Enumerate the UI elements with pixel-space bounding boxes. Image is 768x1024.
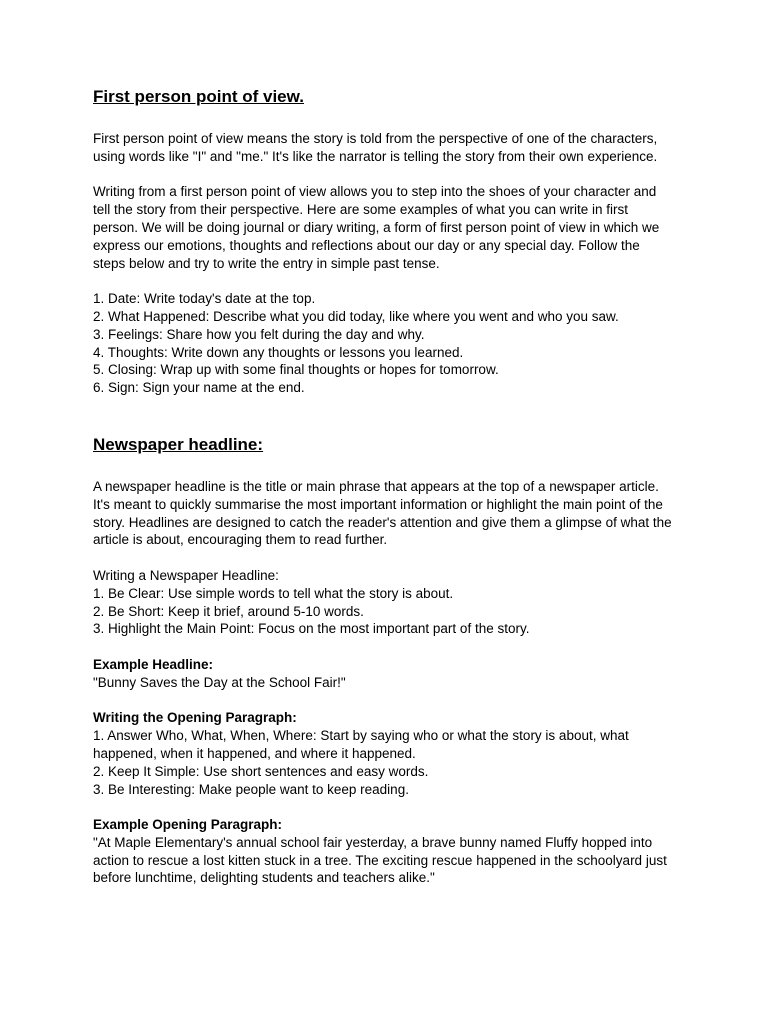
list-item: 4. Thoughts: Write down any thoughts or lessons you learned.: [93, 344, 464, 360]
opening-paragraph-label: Writing the Opening Paragraph:: [93, 710, 297, 726]
list-item: 3. Feelings: Share how you felt during the day and why.: [93, 326, 425, 342]
list-item: 1. Answer Who, What, When, Where: Start by saying who or what the story is about, what happened, when it happened, and where it happened.: [93, 728, 629, 761]
spacer: [93, 638, 673, 656]
spacer: [93, 272, 673, 290]
section-heading-first-person: First person point of view.: [93, 87, 304, 106]
journal-steps-list: [93, 290, 673, 397]
list-item: 3. Be Interesting: Make people want to keep reading.: [93, 781, 409, 797]
list-item: 2. Be Short: Keep it brief, around 5-10 words.: [93, 603, 364, 619]
spacer: [93, 798, 673, 816]
first-person-instructions-paragraph: Writing from a first person point of view allows you to step into the shoes of your character and tell the story from their perspective. Here are some examples of what you can write in first person. We will be doing journal or diary writing, a form of first person point of view in which we express our emotions, thoughts and reflections about our day or any special day. Follow the steps below and try to write the entry in simple past tense.: [93, 184, 660, 271]
headline-steps-list: [93, 585, 673, 638]
spacer: [93, 397, 673, 434]
first-person-definition-paragraph: First person point of view means the story is told from the perspective of one of the characters, using words like "I" and "me." It's like the narrator is telling the story from their own experience.: [93, 131, 658, 164]
spacer: [93, 692, 673, 710]
headline-definition-paragraph: A newspaper headline is the title or main phrase that appears at the top of a newspaper article. It's meant to quickly summarise the most important information or highlight the main point of the story. Headlines are designed to catch the reader's attention and give them a glimpse of what the article is about, encouraging them to read further.: [93, 478, 672, 548]
opening-steps-list: [93, 727, 673, 798]
list-item: 6. Sign: Sign your name at the end.: [93, 380, 305, 396]
spacer: [93, 166, 673, 184]
list-item: 1. Date: Write today's date at the top.: [93, 291, 316, 307]
example-headline-text: "Bunny Saves the Day at the School Fair!": [93, 674, 346, 690]
list-item: 5. Closing: Wrap up with some final thoughts or hopes for tomorrow.: [93, 362, 499, 378]
document-page: [93, 86, 673, 887]
spacer: [93, 549, 673, 567]
section-heading-newspaper-headline: Newspaper headline:: [93, 434, 264, 454]
example-opening-label: Example Opening Paragraph:: [93, 817, 283, 833]
list-item: 2. What Happened: Describe what you did today, like where you went and who you saw.: [93, 308, 619, 324]
example-opening-text: "At Maple Elementary's annual school fair yesterday, a brave bunny named Fluffy hopped into action to rescue a lost kitten stuck in a tree. The exciting rescue happened in the schoolyard just before lunchtime, delighting students and teachers alike.": [93, 834, 667, 886]
list-item: 2. Keep It Simple: Use short sentences and easy words.: [93, 763, 429, 779]
example-headline-label: Example Headline:: [93, 656, 214, 672]
writing-headline-title: Writing a Newspaper Headline:: [93, 567, 279, 583]
list-item: 3. Highlight the Main Point: Focus on the most important part of the story.: [93, 621, 530, 637]
list-item: 1. Be Clear: Use simple words to tell what the story is about.: [93, 585, 454, 601]
